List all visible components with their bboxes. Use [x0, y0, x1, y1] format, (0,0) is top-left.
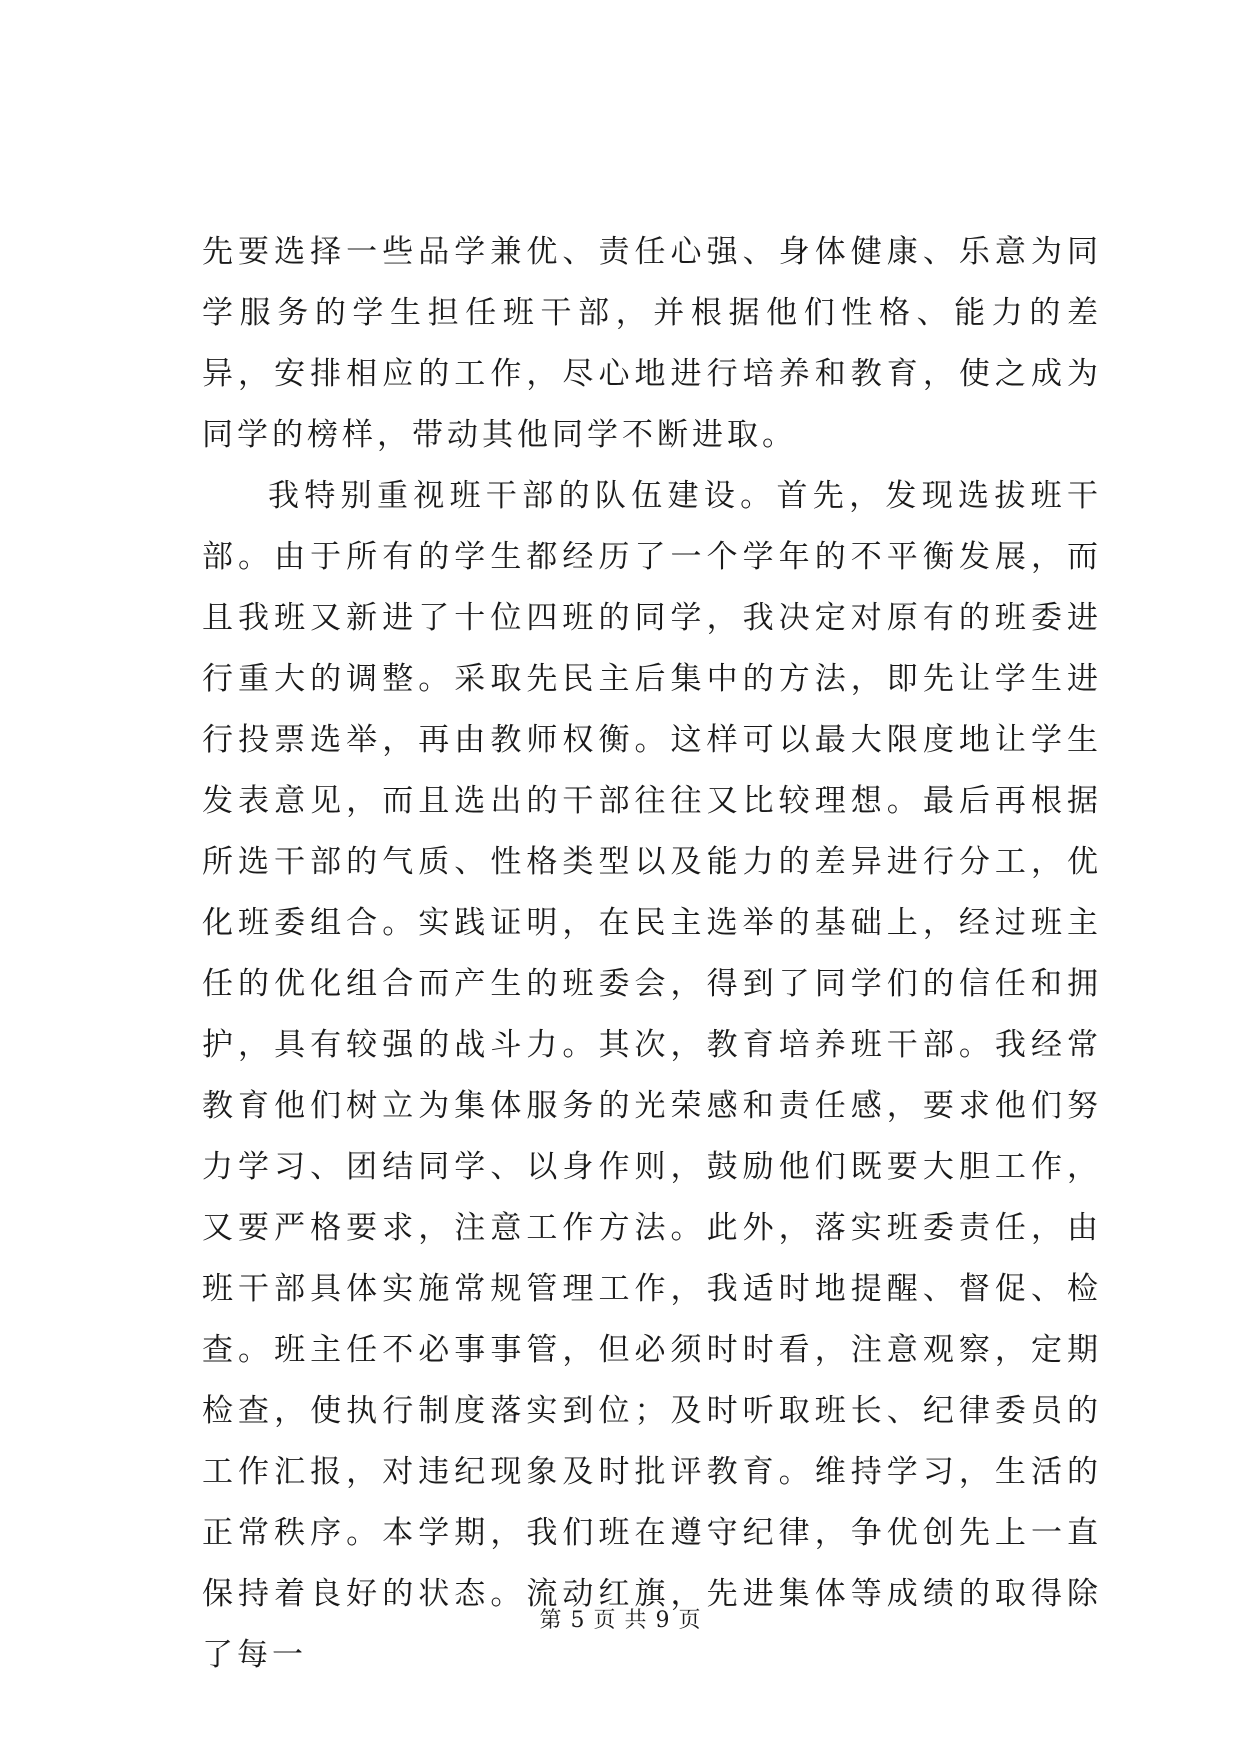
page-number-footer: 第 5 页 共 9 页 — [539, 1608, 702, 1633]
paragraph-continued: 先要选择一些品学兼优、责任心强、身体健康、乐意为同学服务的学生担任班干部，并根据他们性格、能力的差异，安排相应的工作，尽心地进行培养和教育，使之成为同学的榜样，带动其他同学不断进取。 — [202, 234, 1102, 453]
paragraph-class-cadre: 我特别重视班干部的队伍建设。首先，发现选拔班干部。由于所有的学生都经历了一个学年的不平衡发展，而且我班又新进了十位四班的同学，我决定对原有的班委进行重大的调整。采取先民主后集中的方法，即先让学生进行投票选举，再由教师权衡。这样可以最大限度地让学生发表意见，而且选出的干部往往又比较理想。最后再根据所选干部的气质、性格类型以及能力的差异进行分工，优化班委组合。实践证明，在民主选举的基础上，经过班主任的优化组合而产生的班委会，得到了同学们的信任和拥护，具有较强的战斗力。其次，教育培养班干部。我经常教育他们树立为集体服务的光荣感和责任感，要求他们努力学习、团结同学、以身作则，鼓励他们既要大胆工作，又要严格要求，注意工作方法。此外，落实班委责任，由班干部具体实施常规管理工作，我适时地提醒、督促、检查。班主任不必事事管，但必须时时看，注意观察，定期检查，使执行制度落实到位；及时听取班长、纪律委员的工作汇报，对违纪现象及时批评教育。维持学习，生活的正常秩序。本学期，我们班在遵守纪律，争优创先上一直保持着良好的状态。流动红旗，先进集体等成绩的取得除了每一 — [202, 478, 1102, 1673]
document-body — [202, 222, 1102, 1686]
